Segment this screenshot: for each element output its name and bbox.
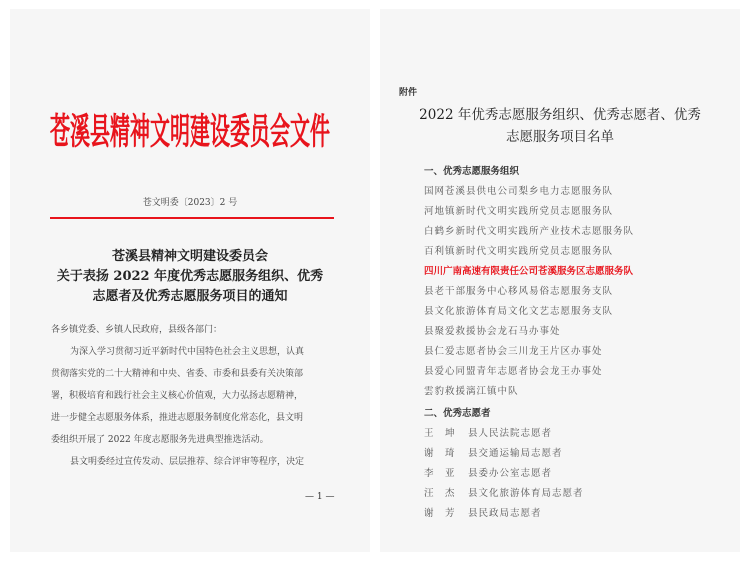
list-title-line: 志愿服务项目名单 <box>506 129 614 145</box>
section-heading: 一、优秀志愿服务组织 <box>424 166 520 177</box>
list-title-line: 2022 年优秀志愿服务组织、优秀志愿者、优秀 <box>419 107 701 123</box>
red-divider <box>50 217 334 219</box>
organization-item: 县文化旅游体育局文化文艺志愿服务支队 <box>424 306 614 317</box>
body-line: 县文明委经过宣传发动、层层推荐、综合评审等程序，决定 <box>70 457 305 467</box>
document-number: 苍文明委〔2023〕2 号 <box>142 198 238 208</box>
page-number: — 1 — <box>305 492 335 502</box>
volunteer-name: 李 亚 <box>424 468 456 479</box>
volunteer-unit: 县交通运输局志愿者 <box>468 448 563 459</box>
notice-title-line: 关于表扬 2022 年度优秀志愿服务组织、优秀 <box>56 269 324 284</box>
organization-item: 百利镇新时代文明实践所党员志愿服务队 <box>424 246 614 257</box>
document-red-header: 苍溪县精神文明建设委员会文件 <box>50 109 330 153</box>
organization-item: 四川广南高速有限责任公司苍溪服务区志愿服务队 <box>424 266 634 277</box>
body-line: 进一步健全志愿服务体系，推进志愿服务制度化常态化，县文明 <box>51 413 304 423</box>
volunteer-item <box>424 425 552 439</box>
organization-item: 县仁爱志愿者协会三川龙王片区办事处 <box>424 346 603 357</box>
volunteer-name: 谢 琦 <box>424 448 456 459</box>
volunteer-name: 王 坤 <box>424 428 456 439</box>
notice-title-line: 志愿者及优秀志愿服务项目的通知 <box>92 289 288 304</box>
notice-title-line: 苍溪县精神文明建设委员会 <box>111 249 268 264</box>
organization-item: 河地镇新时代文明实践所党员志愿服务队 <box>424 206 614 217</box>
notice-page-1 <box>10 9 370 552</box>
organization-item: 国网苍溪县供电公司梨乡电力志愿服务队 <box>424 186 614 197</box>
body-line: 贯彻落实党的二十大精神和中央、省委、市委和县委有关决策部 <box>51 369 304 379</box>
salutation: 各乡镇党委、乡镇人民政府，县级各部门： <box>51 325 223 335</box>
attachment-label: 附件 <box>399 88 418 98</box>
volunteer-unit: 县人民法院志愿者 <box>468 428 553 439</box>
volunteer-name: 汪 杰 <box>424 488 456 499</box>
volunteer-item <box>424 485 584 499</box>
body-line: 署，积极培育和践行社会主义核心价值观，大力弘扬志愿精神， <box>51 391 304 401</box>
volunteer-name: 谢 芳 <box>424 508 456 519</box>
volunteer-unit: 县文化旅游体育局志愿者 <box>468 488 584 499</box>
volunteer-item <box>424 465 552 479</box>
volunteer-item <box>424 445 563 459</box>
organization-item: 县爱心同盟青年志愿者协会龙王办事处 <box>424 366 603 377</box>
organization-item: 雲豹救援漓江镇中队 <box>424 386 519 397</box>
organization-item: 县聚爱救援协会龙石马办事处 <box>424 326 561 337</box>
volunteer-item <box>424 505 542 519</box>
organization-item: 白鹤乡新时代文明实践所产业技术志愿服务队 <box>424 226 635 237</box>
volunteer-unit: 县委办公室志愿者 <box>468 468 553 479</box>
attachment-page <box>380 9 740 552</box>
body-line: 委组织开展了 2022 年度志愿服务先进典型推选活动。 <box>51 435 269 445</box>
body-line: 为深入学习贯彻习近平新时代中国特色社会主义思想，认真 <box>70 347 305 357</box>
volunteer-unit: 县民政局志愿者 <box>468 508 542 519</box>
section-heading: 二、优秀志愿者 <box>424 408 491 419</box>
organization-item: 县老干部服务中心移风易俗志愿服务支队 <box>424 286 614 297</box>
